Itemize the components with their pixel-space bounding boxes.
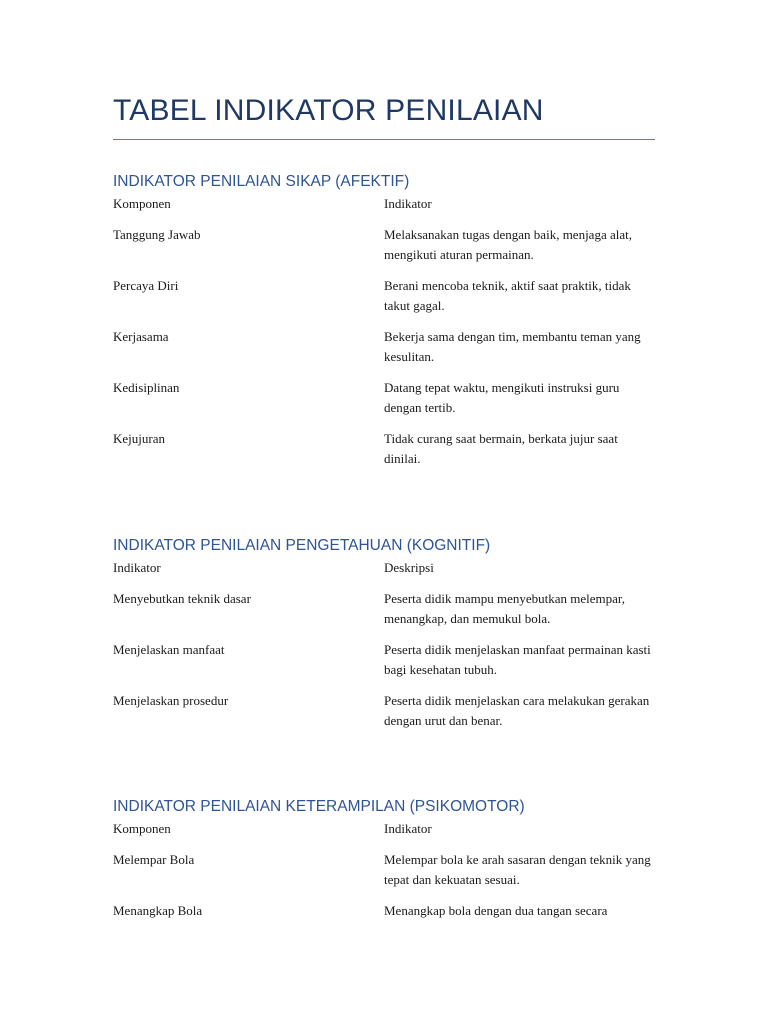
table-row [113,850,655,889]
table-cell: Bekerja sama dengan tim, membantu teman yang kesulitan. [384,329,641,364]
document-title: TABEL INDIKATOR PENILAIAN [113,94,544,127]
table-header [113,193,655,215]
table-cell: Melempar Bola [113,852,195,867]
section-heading: INDIKATOR PENILAIAN PENGETAHUAN (KOGNITIF) [113,537,491,554]
table-cell: Kedisiplinan [113,380,180,395]
title-divider [113,139,655,140]
table-cell: Kerjasama [113,329,169,344]
table-row [113,327,655,366]
table-row [113,378,655,417]
table-cell: Menangkap bola dengan dua tangan secara [384,903,608,918]
table-cell: Menjelaskan prosedur [113,693,229,708]
section-psikomotor [113,796,655,921]
table-cell: Menjelaskan manfaat [113,642,225,657]
section-afektif [113,171,655,468]
table-header [113,818,655,840]
column-header: Indikator [113,560,161,575]
table-cell: Percaya Diri [113,278,179,293]
table-cell: Peserta didik menjelaskan manfaat permainan kasti bagi kesehatan tubuh. [384,642,651,677]
table-row [113,429,655,468]
table-cell: Melaksanakan tugas dengan baik, menjaga alat, mengikuti aturan permainan. [384,227,632,262]
table-cell: Melempar bola ke arah sasaran dengan teknik yang tepat dan kekuatan sesuai. [384,852,651,887]
table-cell: Datang tepat waktu, mengikuti instruksi guru dengan tertib. [384,380,620,415]
table-cell: Tidak curang saat bermain, berkata jujur saat dinilai. [384,431,618,466]
table-header [113,557,655,579]
table-cell: Menangkap Bola [113,903,203,918]
table-cell: Menyebutkan teknik dasar [113,591,251,606]
column-header: Komponen [113,196,171,211]
table-row [113,589,655,628]
table-row [113,691,655,730]
table-row [113,640,655,679]
column-header: Komponen [113,821,171,836]
section-heading: INDIKATOR PENILAIAN KETERAMPILAN (PSIKOMOTOR) [113,798,525,815]
column-header: Deskripsi [384,560,434,575]
table-cell: Peserta didik menjelaskan cara melakukan gerakan dengan urut dan benar. [384,693,650,728]
table-row [113,225,655,264]
table-cell: Kejujuran [113,431,165,446]
table-cell: Berani mencoba teknik, aktif saat praktik, tidak takut gagal. [384,278,631,313]
section-kognitif [113,535,655,730]
table-cell: Tanggung Jawab [113,227,201,242]
section-heading: INDIKATOR PENILAIAN SIKAP (AFEKTIF) [113,173,410,190]
table-row [113,901,655,921]
column-header: Indikator [384,821,432,836]
table-cell: Peserta didik mampu menyebutkan melempar, menangkap, dan memukul bola. [384,591,625,626]
table-row [113,276,655,315]
column-header: Indikator [384,196,432,211]
